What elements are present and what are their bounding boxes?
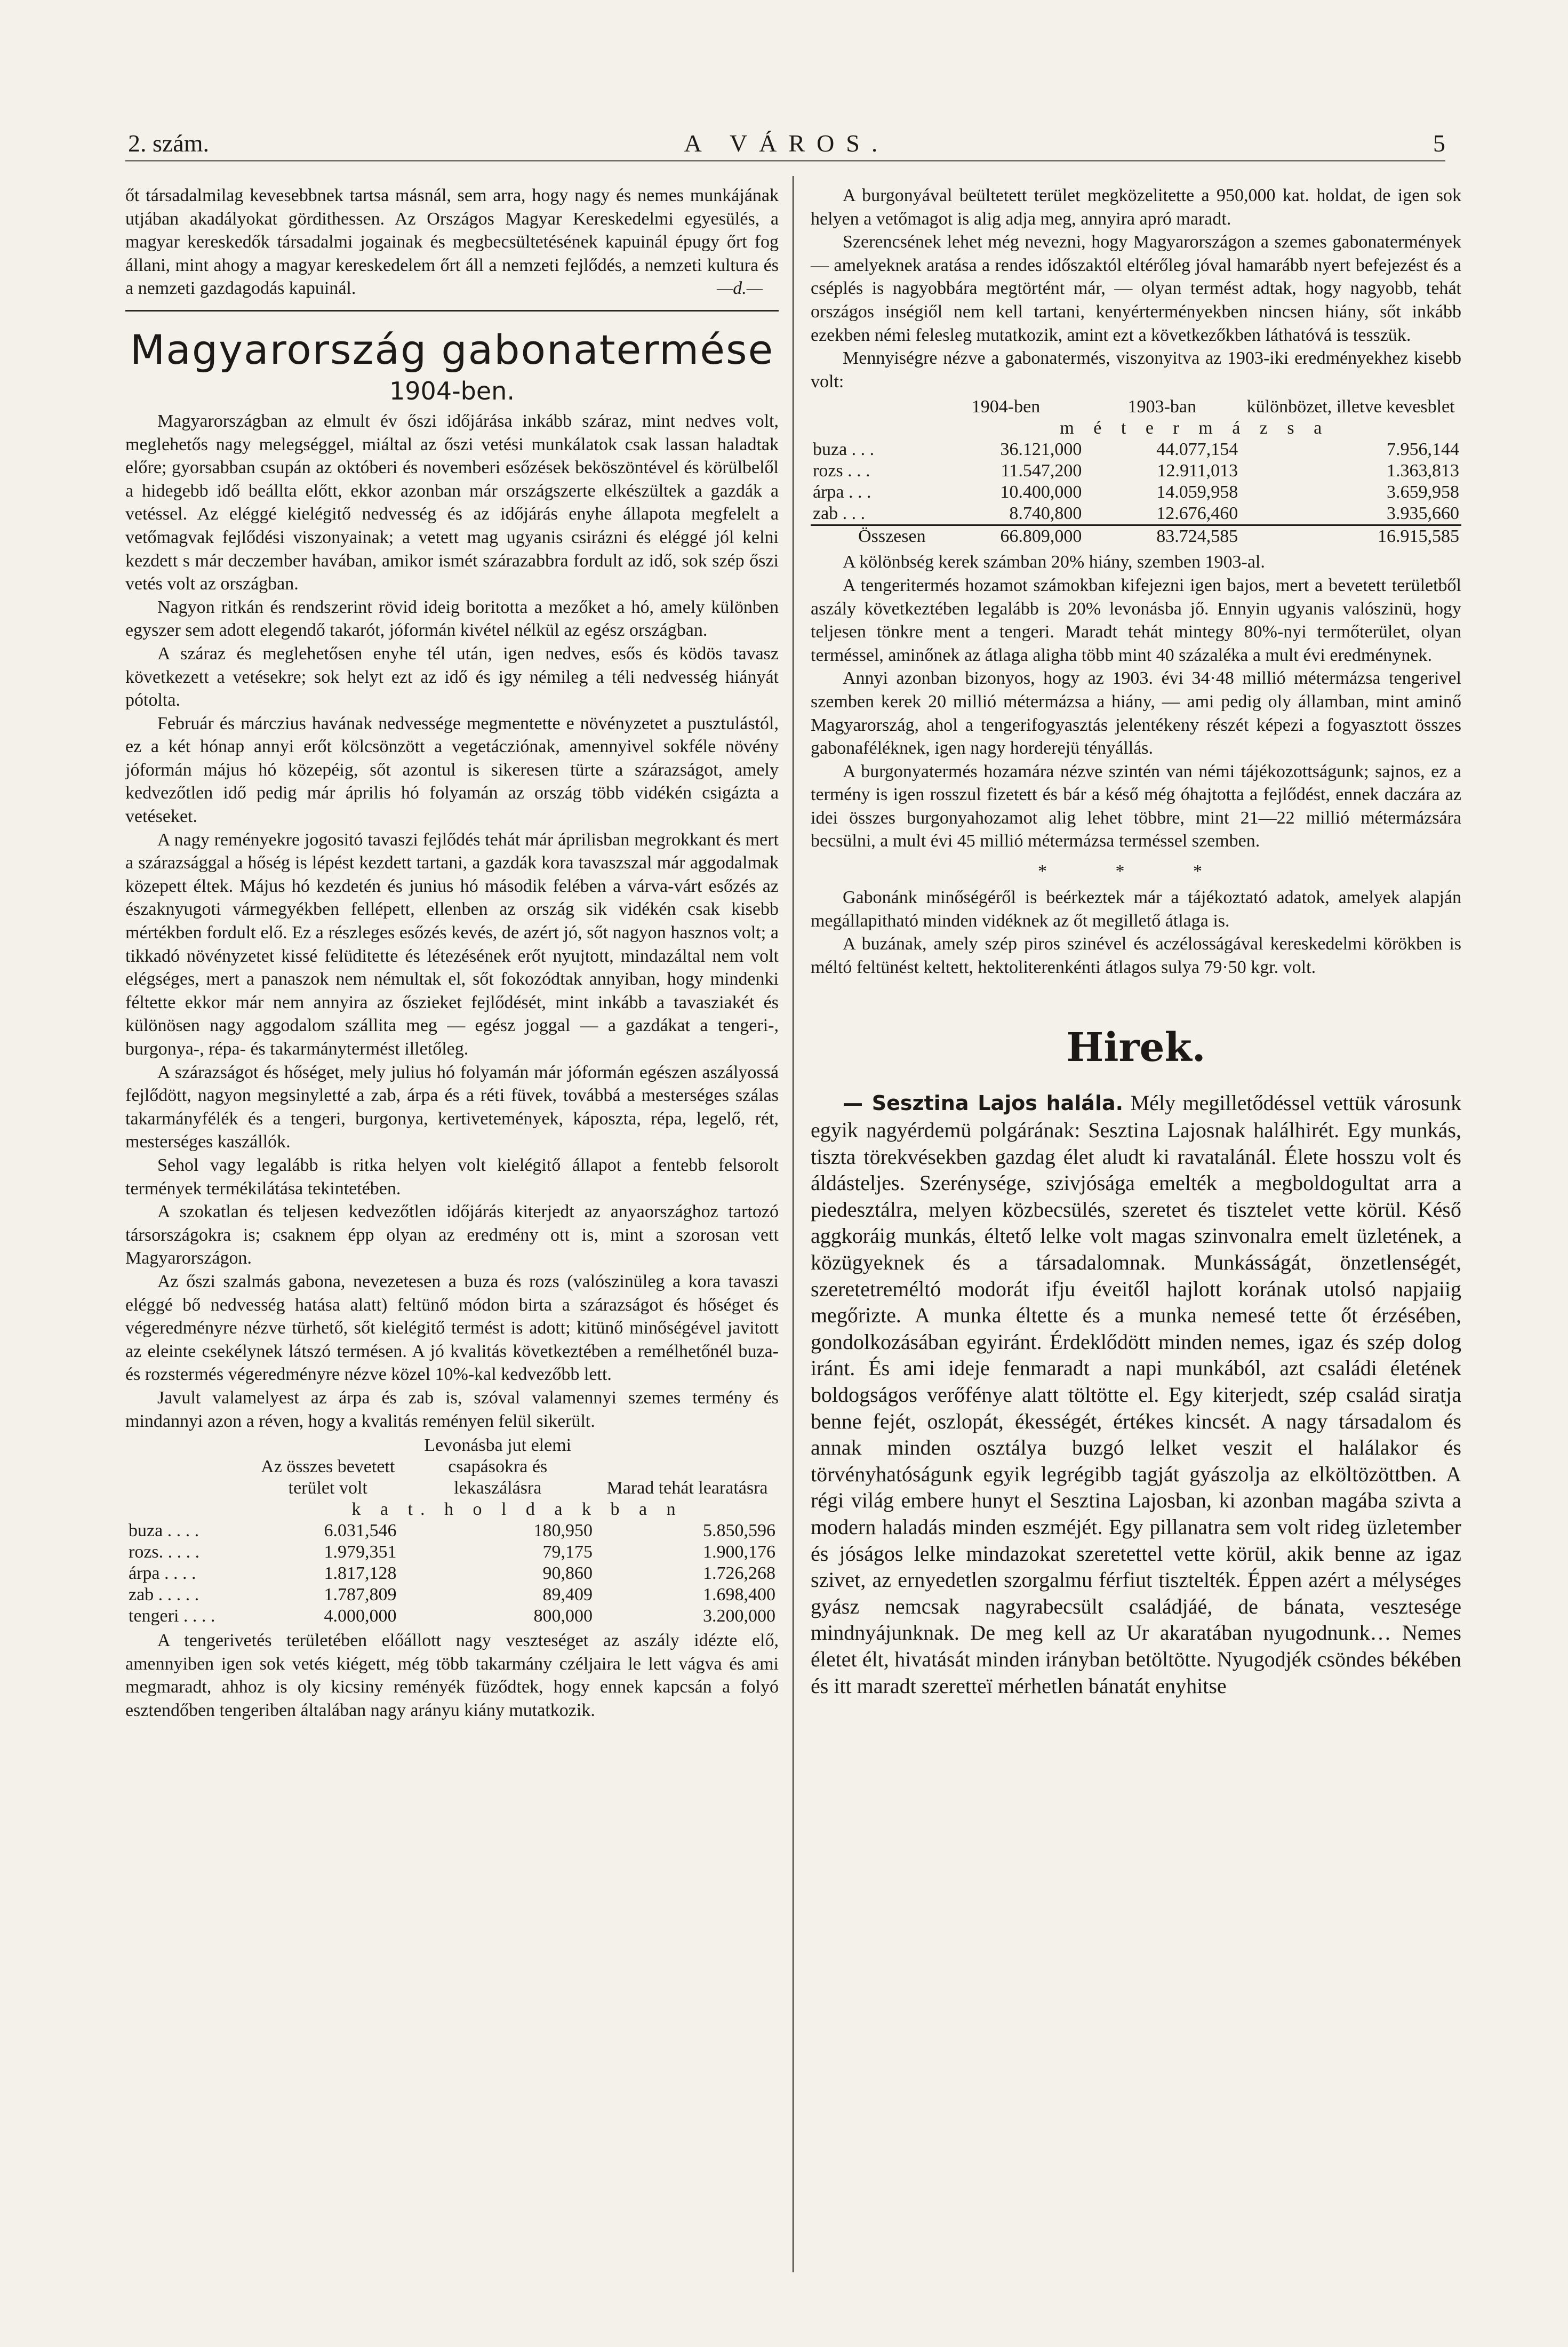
table-header: Levonásba jut elemi csapásokra és lekaszálásra bbox=[424, 1435, 572, 1498]
newspaper-title: A VÁROS. bbox=[684, 130, 890, 157]
news-section-title: Hirek. bbox=[1066, 1025, 1206, 1071]
value-diff: 3.659,958 bbox=[1387, 482, 1459, 502]
value-1904: 11.547,200 bbox=[1001, 461, 1082, 481]
remain-value: 3.200,000 bbox=[703, 1606, 775, 1626]
value-diff: 7.956,144 bbox=[1387, 440, 1459, 460]
crop-name: buza . . . bbox=[813, 440, 875, 460]
paragraph: A tengerivetés területében előállott nagy veszteséget az aszály idézte elő, amennyiben igen sok vetés kiégett, még több takarmány czéljaira le lett vágva és ami megmaradt, ahhoz is oly kicsiny reményék füződtek, hogy ennek kapcsán a folyó esztendőben tengeriben általában nagy arányu kiány mutatkozik. bbox=[125, 1631, 779, 1720]
table-row bbox=[811, 460, 1461, 482]
loss-value: 800,000 bbox=[533, 1606, 593, 1626]
table-row bbox=[811, 482, 1461, 503]
table-row bbox=[125, 1606, 779, 1627]
table-header: 1903-ban bbox=[1127, 397, 1196, 417]
table-header: Marad tehát learatásra bbox=[606, 1478, 768, 1498]
table-row bbox=[125, 1563, 779, 1584]
loss-value: 79,175 bbox=[542, 1542, 593, 1562]
value-diff: 3.935,660 bbox=[1387, 504, 1459, 524]
paragraph: Sehol vagy legalább is ritka helyen volt kielégitő állapot a fentebb felsorolt termények termékilátása tekintetében. bbox=[125, 1155, 779, 1199]
remain-value: 5.850,596 bbox=[703, 1521, 775, 1541]
value-1903: 14.059,958 bbox=[1156, 482, 1238, 502]
crop-name: buza . . . . bbox=[129, 1521, 199, 1541]
table-row bbox=[811, 503, 1461, 525]
table-total-row bbox=[811, 525, 1461, 548]
table-header: 1904-ben bbox=[971, 397, 1041, 417]
crop-name: zab . . . . . bbox=[129, 1585, 199, 1605]
article-separator bbox=[125, 310, 779, 312]
table-header: különbözet, illetve kevesblet bbox=[1246, 397, 1455, 417]
paragraph: A burgonyatermés hozamára nézve szintén van némi tájékozottságunk; sajnos, ez a termény is igen rosszul fizetett és bár a késő még óhajtotta a fejlődést, ennek daczára az idei összes burgonyahozamot alig lehet többre, mint 21—22 millió métermázsára becsülni, a mult évi 45 millió métermázsa terméssel szemben. bbox=[811, 761, 1461, 851]
paragraph: A száraz és meglehetősen enyhe tél után, igen nedves, esős és ködös tavasz következett a vetésekre; sok helyt ezt az idő és igy némileg a téli nedvesség hiányát pótolta. bbox=[125, 643, 779, 711]
loss-value: 90,860 bbox=[542, 1563, 593, 1584]
author-signature: —d.— bbox=[717, 278, 763, 299]
paragraph: A szárazságot és hőséget, mely julius hó folyamán már jóformán egészen aszályossá fejlődött, nagyon megsinyletté a zab, árpa és a réti füvek, továbbá a mesterséges szálas takarmányfélék és a tengeri, burgonya, kertivetemények, káposzta, répa, legelő, rét, mesterséges kaszállók. bbox=[125, 1062, 779, 1152]
paragraph: A burgonyával beültetett terület megközelitette a 950,000 kat. holdat, de igen sok helyen a vetőmagot is alig adja meg, annyira apró maradt. bbox=[811, 186, 1461, 229]
table-row bbox=[125, 1542, 779, 1563]
left-column bbox=[125, 184, 779, 1722]
table-header bbox=[125, 1435, 256, 1499]
table-header: Az összes bevetett terület volt bbox=[261, 1457, 395, 1498]
value-1903: 12.911,013 bbox=[1157, 461, 1238, 481]
paragraph: Javult valamelyest az árpa és zab is, szóval valamennyi szemes termény és mindannyi azon a réven, hogy a kvalitás reményen felül sikerült. bbox=[125, 1387, 779, 1431]
paragraph: Február és márczius havának nedvessége megmentette e növényzetet a pusztulástól, ez a két hónap annyi erőt kölcsönzött a vegetácziónak, amennyivel sokféle növény jóformán május hó közepéig, sőt azontul is sikeresen türte a szárazságot, amely kedvezőtlen idő pedig már április hó folyamán az ország több vidékén csigázta a vetéseket. bbox=[125, 713, 779, 827]
table-unit: k a t. h o l d a k b a n bbox=[351, 1499, 683, 1520]
issue-number: 2. szám. bbox=[128, 130, 210, 157]
crop-name: árpa . . . bbox=[813, 482, 871, 502]
value-1904: 10.400,000 bbox=[1000, 482, 1082, 502]
article-title: Magyarország gabonatermése bbox=[130, 325, 774, 373]
running-header bbox=[128, 124, 1445, 156]
sown-value: 1.817,128 bbox=[324, 1563, 397, 1584]
paragraph: Gabonánk minőségéről is beérkeztek már a tájékoztató adatok, amelyek alapján megállapitható minden vidéknek az őt megillető átlaga is. bbox=[811, 888, 1461, 931]
paragraph: A nagy reményekre jogositó tavaszi fejlődés tehát már áprilisban megrokkant és mert a szárazsággal a hőség is lépést kezdett tartani, a gazdák kora tavaszszal már aggodalmak közepett éltek. Május hó kezdetén és junius hó második felében a várva-várt esőzés az északnyugoti vármegyékben fellépett, ellenben az ország sik vidékén csak kisebb mértékben fordult elő. Ez a részleges esőzés kevés, de azért jó, sőt nagyon hasznos volt; a tikkadó növényzetet kissé felüditette és létezésének erőt nyujtott, mindazáltal nem volt elégséges, mert a panaszok nem némultak el, sőt fokozódtak annyiban, hogy mindenki féltette ekkor már nem annyira az őszieket fejlődését, mint inkább a tavasziakét és különösen nagy aggodalom szállita meg — egész joggal — a gazdákat a tengeri-, burgonya-, répa- és takarmánytermést illetőleg. bbox=[125, 829, 779, 1059]
loss-value: 180,950 bbox=[533, 1521, 593, 1541]
obituary-paragraph bbox=[811, 1090, 1461, 1699]
crop-name: zab . . . bbox=[813, 504, 866, 524]
column-divider bbox=[793, 176, 794, 2272]
total-diff: 16.915,585 bbox=[1240, 525, 1461, 548]
loss-value: 89,409 bbox=[542, 1585, 593, 1605]
paragraph: Mennyiségre nézve a gabonatermés, viszonyitva az 1903-iki eredményekhez kisebb volt: bbox=[811, 348, 1461, 392]
value-diff: 1.363,813 bbox=[1387, 461, 1459, 481]
remain-value: 1.900,176 bbox=[703, 1542, 775, 1562]
sown-value: 1.787,809 bbox=[324, 1585, 397, 1605]
crop-area-table bbox=[125, 1435, 779, 1627]
crop-name: rozs. . . . . bbox=[129, 1542, 200, 1562]
paragraph: Annyi azonban bizonyos, hogy az 1903. évi 34·48 millió métermázsa tengerivel szemben kerek 20 millió métermázsa a hiány, — ami pedig oly államban, mint aminő Magyarország, ahol a tengerifogyasztás jelentékeny részét képezi a fogyasztott összes gabonaféléknek, igen nagy horderejü tényállás. bbox=[811, 668, 1461, 759]
remain-value: 1.698,400 bbox=[703, 1585, 775, 1605]
section-stars: * * * bbox=[1038, 861, 1234, 882]
harvest-comparison-table bbox=[811, 396, 1461, 547]
sown-value: 4.000,000 bbox=[324, 1606, 397, 1626]
value-1903: 12.676,460 bbox=[1156, 504, 1238, 524]
paragraph: Nagyon ritkán és rendszerint rövid ideig boritotta a mezőket a hó, amely különben egyszer sem adott elegendő takarót, jóformán kivétel nélkül az egész országban. bbox=[125, 597, 779, 641]
total-label: Összesen bbox=[811, 525, 928, 548]
table-unit-row bbox=[125, 1499, 779, 1520]
obituary-heading: — Sesztina Lajos halála. bbox=[843, 1091, 1124, 1115]
paragraph: Az őszi szalmás gabona, nevezetesen a buza és rozs (valószinüleg a kora tavaszi eléggé bő nedvesség hatása alatt) feltünő módon birta a szárazságot és hőséget és végeredményre nézve türhető, sőt kielégitő termést is adott; kitünő minőségével javitott az eleinte csekélynek látszó termésen. A jó kvalitás következtében a remélhetőnél buza- és rozstermés végeredményre nézve közel 10%-kal kedvezőbb lett. bbox=[125, 1271, 779, 1385]
paragraph: A kölönbség kerek számban 20% hiány, szemben 1903-al. bbox=[843, 552, 1265, 572]
table-unit: m é t e r m á z s a bbox=[1060, 418, 1330, 438]
intro-text: őt társadalmilag kevesebbnek tartsa másnál, sem arra, hogy nagy és nemes munkájának utjában akadályokat gördithessen. Az Országos Magyar Kereskedelmi egyesülés, a magyar kereskedők társadalmi jogainak és megbecsültetésének kapuinál épugy őrt fog állani, mint ahogy a magyar kereskedelem őrt áll a nemzeti fejlődés, a nemzeti kultura és a nemzeti gazdagodás kapuinál. bbox=[125, 186, 779, 299]
table-row bbox=[811, 439, 1461, 460]
article-subtitle: 1904-ben. bbox=[389, 376, 515, 405]
right-column bbox=[811, 184, 1461, 1699]
table-row bbox=[125, 1520, 779, 1542]
total-1903: 83.724,585 bbox=[1084, 525, 1240, 548]
paragraph: Magyarországban az elmult év őszi időjárása inkább száraz, mint nedves volt, meglehetős nagy melegséggel, miáltal az őszi vetési munkálatok csak lassan haladtak előre; gyorsabban csupán az októberi és novemberi esőzések beköszöntével és körülbelől a hidegebb idő beállta előtt, ekkor azonban már országszerte elkészültek a gazdák a vetéssel. Az eléggé kielégitő nedvesség és az időjárás enyhe állapota megfelelt a vetőmagvak fejlődési viszonyainak; a vetett mag ugyanis csirázni és eléggé jól kelni kezdett s már deczember havában, amikor ismét szárazabbra fordult az idő, sok szép őszi vetés volt az országban. bbox=[125, 411, 779, 594]
table-header-row bbox=[125, 1435, 779, 1499]
value-1903: 44.077,154 bbox=[1156, 440, 1238, 460]
crop-name: tengeri . . . . bbox=[129, 1606, 215, 1626]
paragraph: A szokatlan és teljesen kedvezőtlen időjárás kiterjedt az anyaországhoz tartozó társországokra is; csaknem épp olyan az eredmény ott is, mint a szorosan vett Magyarországon. bbox=[125, 1202, 779, 1268]
value-1904: 36.121,000 bbox=[1000, 440, 1082, 460]
total-1904: 66.809,000 bbox=[928, 525, 1084, 548]
paragraph: A buzának, amely szép piros szinével és aczélosságával kereskedelmi körökben is méltó feltünést keltett, hektoliterenkénti átlagos sulya 79·50 kgr. volt. bbox=[811, 934, 1461, 977]
paragraph: A tengeritermés hozamot számokban kifejezni igen bajos, mert a bevetett területből aszály következtében legalább is 20% levonásba jő. Ennyin ugyanis valószinü, hogy teljesen tönkre ment a tengeri. Maradt tehát mintegy 80%-nyi termőterület, olyan terméssel, aminőnek az átlaga aligha több mint 40 százaléka a mult évi eredménynek. bbox=[811, 575, 1461, 665]
obituary-text: Mély megilletődéssel vettük városunk egyik nagyérdemü polgárának: Sesztina Lajosnak halálhirét. Egy munkás, tiszta törekvésekben gazdag élet aludt ki ravatalánál. Élete hosszu volt és áldásteljes. Szerénysége, szivjósága emelték a megboldogultat arra a piedesztálra, melyen közbecsülés, szeretet és tisztelet vette körül. Késő aggkoráig munkás, éltető lelke volt magas szinvonalra emelt üzletének, a közügyeknek és a társadalomnak. Munkásságát, önzetlenségét, szeretetreméltó modorát ifju éveitől hajlott korának utolsó napjaiig megőrizte. A munka éltette és a munka nemesé tette őt érzésében, gondolkozásában egyiránt. Érdeklődött minden nemes, igaz és szép dolog iránt. És ami ideje fenmaradt a napi munkából, azt családi életének boldogságos verőfénye alatt töltötte el. Egy kiterjedt, szép család siratja benne fejét, oszlopát, ékességét, értékes kincsét. A nagy társadalom és annak minden osztálya buzgó lelket veszit el halálakor és törvényhatóságunk egyik legrégibb tagját gyászolja az elköltözöttben. A régi világ embere hunyt el Sesztina Lajosban, ki azonban magába szivta a modern haladás minden eszméjét. Egy pillanatra sem volt rideg üzletember és jóságos lelke mindazokat szeretettel vette körül, akik benne az igaz szivet, az ernyedetlen szorgalmu férfiut tisztelték. Éppen azért a mélységes gyász nemcsak nagyrabecsült családjáé, de bánata, vesztesége mindnyájunknak. De meg kell az Ur akaratában nyugodnunk… Nemes életet élt, hivatását minden irányban betöltötte. Nyugodjék csöndes békében és itt maradt szeretteï mérhetlen bánatát enyhitse bbox=[811, 1091, 1461, 1698]
page-number: 5 bbox=[1433, 130, 1445, 157]
value-1904: 8.740,800 bbox=[1009, 504, 1082, 524]
table-header-row bbox=[811, 396, 1461, 418]
sown-value: 6.031,546 bbox=[324, 1521, 397, 1541]
table-row bbox=[125, 1584, 779, 1606]
crop-name: árpa . . . . bbox=[129, 1563, 196, 1584]
crop-name: rozs . . . bbox=[813, 461, 870, 481]
remain-value: 1.726,268 bbox=[703, 1563, 775, 1584]
table-unit-row bbox=[811, 418, 1461, 439]
table-header bbox=[811, 396, 928, 418]
sown-value: 1.979,351 bbox=[324, 1542, 397, 1562]
paragraph: Szerencsének lehet még nevezni, hogy Magyarországon a szemes gabonatermények — amelyeknek aratása a rendes időszaktól eltérőleg jóval hamarább nyert befejezést és a cséplés is nagyobbára megtörtént már, — olyan termést adtak, hogy nagyobb, tehát országos inségiől nem kell tartani, kenyérterményekben nincsen hiány, sőt inkább ezekben némi felesleg mutatkozik, amint ezt a következőkben láthatóvá is tesszük. bbox=[811, 232, 1461, 345]
header-rule bbox=[125, 160, 1445, 162]
intro-paragraph bbox=[125, 184, 779, 300]
